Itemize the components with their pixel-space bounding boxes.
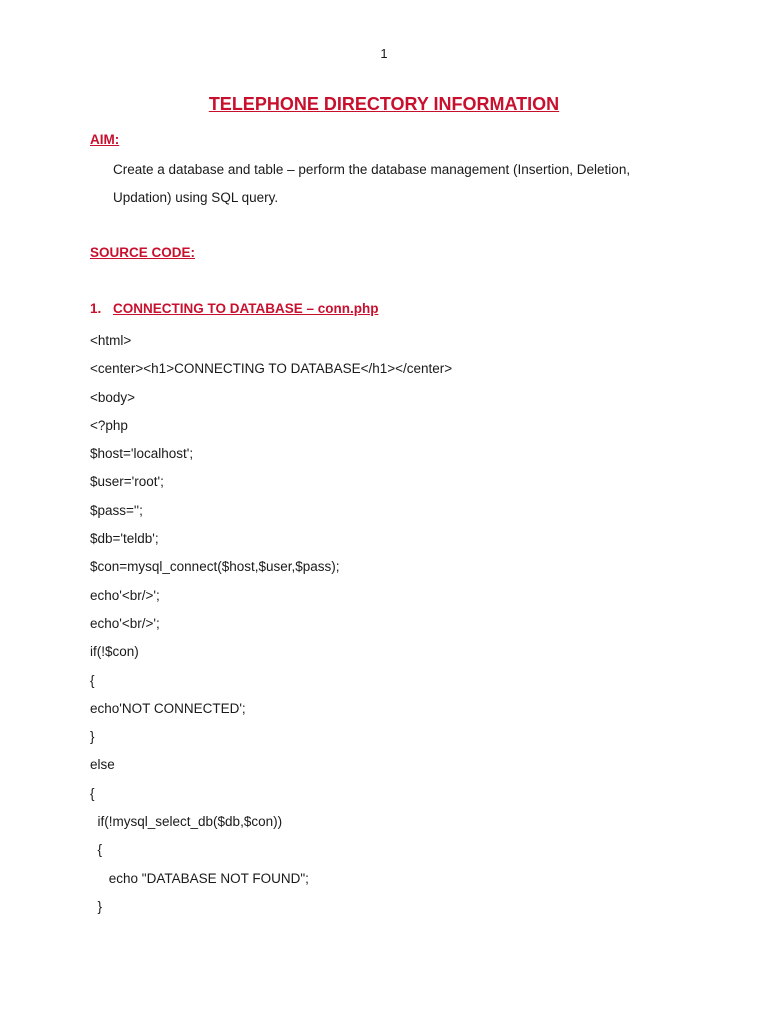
code-line: <body> (90, 389, 136, 405)
document-title: TELEPHONE DIRECTORY INFORMATION (208, 94, 560, 114)
aim-text (113, 156, 713, 212)
code-line: echo'<br/>'; (90, 615, 160, 631)
section-heading-1 (90, 301, 379, 316)
code-line: { (90, 785, 95, 801)
code-line: if(!$con) (90, 644, 139, 660)
source-code-heading: SOURCE CODE: (90, 245, 196, 260)
section-title: CONNECTING TO DATABASE – conn.php (113, 301, 379, 316)
code-block (90, 327, 452, 921)
code-line: $pass=''; (90, 502, 143, 518)
code-line: } (90, 729, 95, 745)
code-line: else (90, 757, 115, 773)
code-line: echo "DATABASE NOT FOUND"; (90, 870, 309, 886)
code-line: <html> (90, 333, 132, 348)
code-line: <?php (90, 417, 128, 433)
aim-line-1: Create a database and table – perform the database management (Insertion, Deletion, (113, 162, 631, 177)
code-line: <center><h1>CONNECTING TO DATABASE</h1></center> (90, 361, 453, 377)
code-line: $user='root'; (90, 474, 164, 490)
page-number: 1 (380, 46, 388, 61)
section-number: 1. (90, 301, 102, 316)
code-line: { (90, 672, 95, 688)
code-line: echo'<br/>'; (90, 587, 160, 603)
code-line: $con=mysql_connect($host,$user,$pass); (90, 559, 340, 575)
aim-heading: AIM: (90, 132, 120, 147)
code-line: if(!mysql_select_db($db,$con)) (90, 814, 283, 830)
code-line: $host='localhost'; (90, 446, 194, 462)
code-line: $db='teldb'; (90, 531, 159, 547)
aim-line-2: Updation) using SQL query. (113, 190, 279, 205)
code-line: echo'NOT CONNECTED'; (90, 700, 246, 716)
code-line: { (90, 842, 103, 858)
code-line: } (90, 898, 103, 914)
